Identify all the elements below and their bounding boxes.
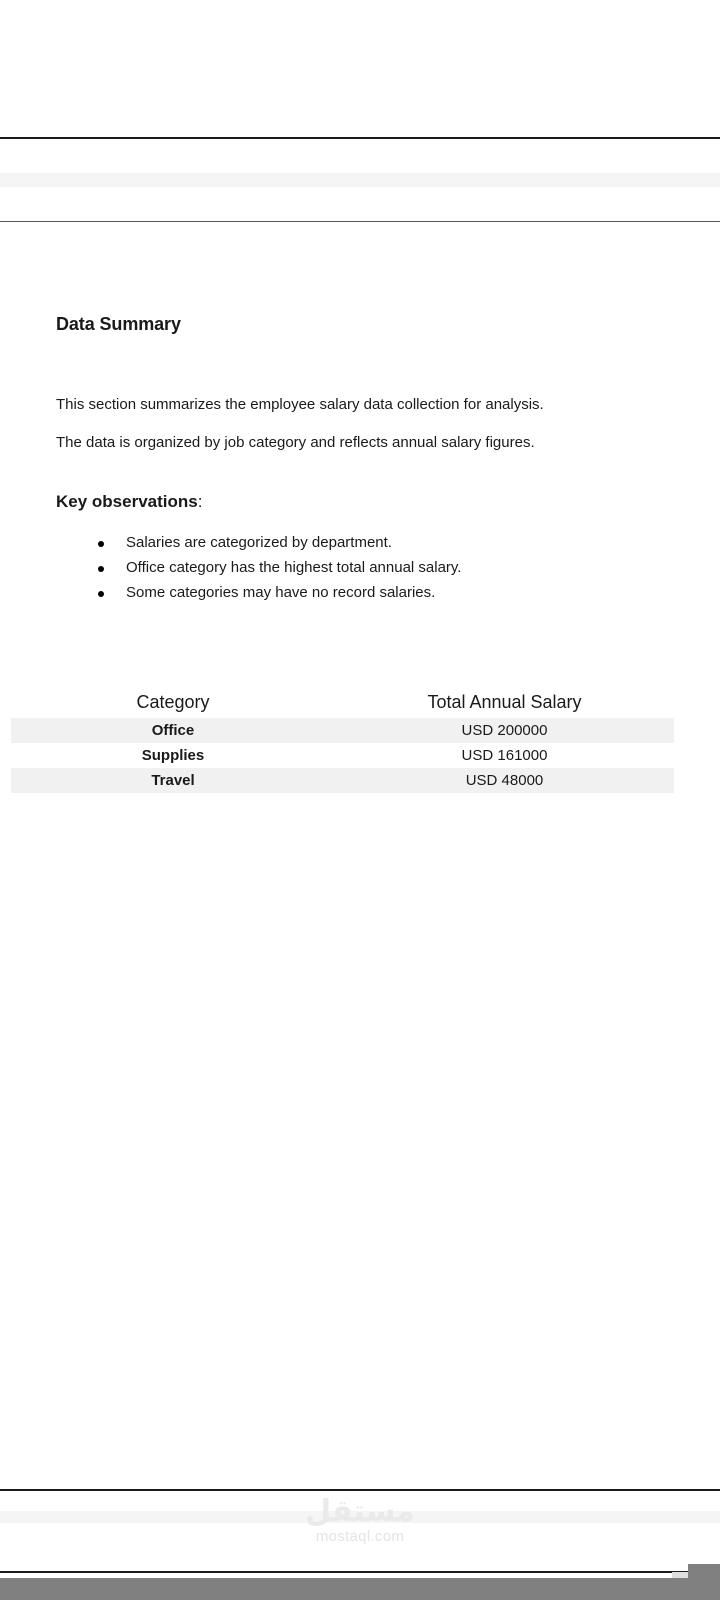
bullet-dot-icon: [98, 566, 104, 572]
salary-summary-table: [11, 688, 674, 793]
list-item-label: Office category has the highest total annual salary.: [126, 559, 462, 576]
cell-salary: USD 200000: [335, 718, 674, 743]
page-title: Data Summary: [56, 313, 181, 334]
bullet-dot-icon: [98, 591, 104, 597]
bottom-bar: [0, 1578, 720, 1600]
table-row: [11, 718, 674, 743]
list-item: [0, 534, 720, 559]
list-item: [0, 584, 720, 609]
cell-category: Travel: [11, 768, 335, 793]
mostaql-logo: مستقل: [305, 1494, 415, 1529]
table-header-row: [11, 688, 674, 718]
footer-top-rule: [0, 1489, 720, 1491]
cell-salary: USD 161000: [335, 743, 674, 768]
list-item-label: Salaries are categorized by department.: [126, 534, 392, 551]
bullet-dot-icon: [98, 541, 104, 547]
header-top-rule: [0, 137, 720, 139]
watermark-url-label: mostaql.com: [315, 1528, 405, 1545]
bottom-rule: [0, 1571, 688, 1573]
column-header-total-annual-salary: Total Annual Salary: [335, 688, 674, 718]
cell-category: Office: [11, 718, 335, 743]
key-observations-list: [0, 534, 720, 609]
list-item-label: Some categories may have no record salaries.: [126, 584, 436, 601]
header-band: [0, 173, 720, 187]
column-header-category: Category: [11, 688, 335, 718]
intro-paragraph-line-1: This section summarizes the employee salary data collection for analysis.: [56, 396, 544, 413]
key-observations-colon: :: [197, 492, 203, 511]
key-observations-heading: [56, 492, 202, 512]
table-row: [11, 768, 674, 793]
list-item: [0, 559, 720, 584]
cell-salary: USD 48000: [335, 768, 674, 793]
intro-paragraph-line-2: The data is organized by job category and reflects annual salary figures.: [56, 434, 535, 451]
cell-category: Supplies: [11, 743, 335, 768]
key-observations-label: Key observations: [56, 492, 198, 511]
header-bottom-rule: [0, 221, 720, 222]
table-row: [11, 743, 674, 768]
watermark: [0, 1496, 720, 1546]
